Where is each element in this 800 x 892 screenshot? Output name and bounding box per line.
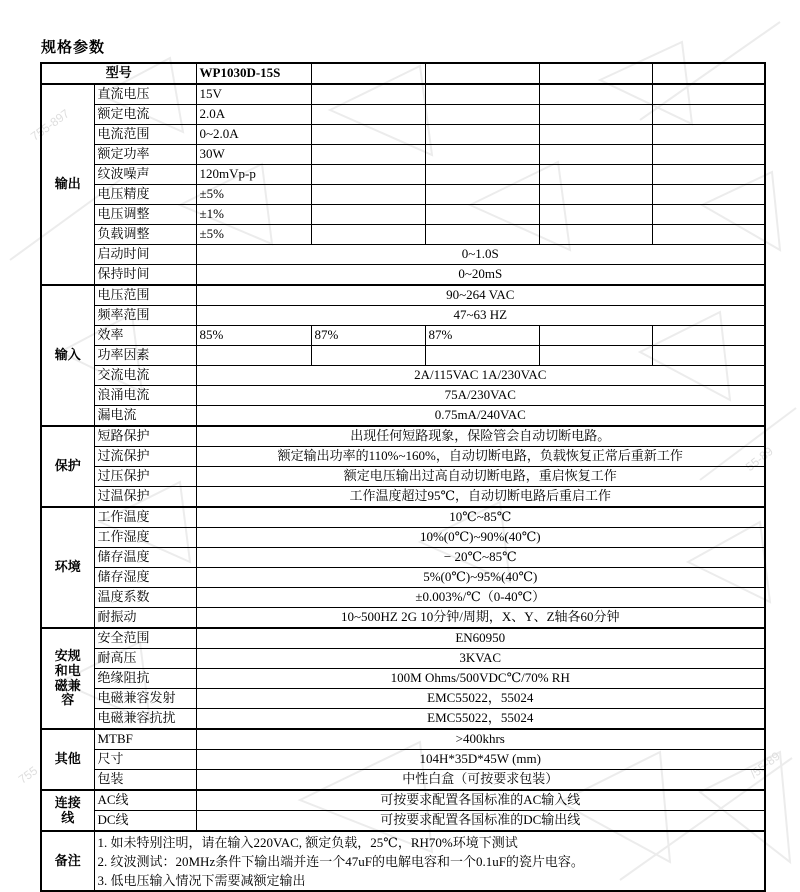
spec-row bbox=[41, 145, 765, 165]
category-label-line: 连接 bbox=[54, 794, 81, 810]
spec-value: 120mVp-p bbox=[196, 165, 311, 185]
spec-value bbox=[652, 165, 765, 185]
spec-label: 绝缘阻抗 bbox=[94, 669, 196, 689]
spec-row bbox=[41, 165, 765, 185]
spec-label: 电压调整 bbox=[94, 205, 196, 225]
spec-row bbox=[41, 225, 765, 245]
spec-value bbox=[652, 326, 765, 346]
spec-value: 90~264 VAC bbox=[196, 285, 765, 306]
category-cell bbox=[41, 831, 94, 891]
spec-value: 104H*35D*45W (mm) bbox=[196, 750, 765, 770]
spec-value: 出现任何短路现象，保险管会自动切断电路。 bbox=[196, 426, 765, 447]
spec-value: 10℃~85℃ bbox=[196, 507, 765, 528]
spec-value bbox=[425, 346, 539, 366]
spec-value: 87% bbox=[425, 326, 539, 346]
category-cell bbox=[41, 426, 94, 507]
category-label-line: 安规 bbox=[54, 647, 81, 663]
spec-value bbox=[539, 225, 652, 245]
spec-value bbox=[425, 84, 539, 105]
spec-label: MTBF bbox=[94, 729, 196, 750]
spec-value: 0~20mS bbox=[196, 265, 765, 286]
spec-label: 保持时间 bbox=[94, 265, 196, 286]
spec-value: 0~2.0A bbox=[196, 125, 311, 145]
spec-value bbox=[539, 326, 652, 346]
spec-value bbox=[539, 346, 652, 366]
spec-value bbox=[652, 225, 765, 245]
spec-row bbox=[41, 426, 765, 447]
spec-value: 额定输出功率的110%~160%，自动切断电路，负载恢复正常后重新工作 bbox=[196, 447, 765, 467]
spec-value bbox=[539, 84, 652, 105]
spec-label: 过压保护 bbox=[94, 467, 196, 487]
spec-value bbox=[652, 205, 765, 225]
spec-label: 效率 bbox=[94, 326, 196, 346]
model-empty-cell bbox=[425, 63, 539, 84]
spec-value: 额定电压输出过高自动切断电路，重启恢复工作 bbox=[196, 467, 765, 487]
spec-value bbox=[539, 185, 652, 205]
spec-value bbox=[311, 145, 425, 165]
spec-row bbox=[41, 588, 765, 608]
spec-row bbox=[41, 709, 765, 730]
spec-row bbox=[41, 750, 765, 770]
spec-value bbox=[425, 165, 539, 185]
spec-value bbox=[652, 125, 765, 145]
spec-value: 可按要求配置各国标准的AC输入线 bbox=[196, 790, 765, 811]
spec-value bbox=[652, 185, 765, 205]
spec-label: 工作温度 bbox=[94, 507, 196, 528]
spec-row bbox=[41, 689, 765, 709]
spec-row bbox=[41, 487, 765, 508]
spec-value: 10~500HZ 2G 10分钟/周期，X、Y、Z轴各60分钟 bbox=[196, 608, 765, 629]
category-label-line: 备注 bbox=[54, 852, 81, 868]
spec-value: 75A/230VAC bbox=[196, 386, 765, 406]
spec-row bbox=[41, 185, 765, 205]
spec-label: 包装 bbox=[94, 770, 196, 791]
spec-label: 电磁兼容发射 bbox=[94, 689, 196, 709]
category-cell bbox=[41, 84, 94, 285]
spec-value bbox=[311, 205, 425, 225]
spec-row bbox=[41, 649, 765, 669]
spec-row bbox=[41, 729, 765, 750]
spec-row bbox=[41, 770, 765, 791]
spec-label: 储存湿度 bbox=[94, 568, 196, 588]
spec-value: 2.0A bbox=[196, 105, 311, 125]
spec-value: 30W bbox=[196, 145, 311, 165]
spec-value bbox=[425, 125, 539, 145]
model-empty-cell bbox=[539, 63, 652, 84]
spec-value bbox=[425, 225, 539, 245]
spec-value: 0.75mA/240VAC bbox=[196, 406, 765, 427]
watermark-text: 755 bbox=[15, 763, 41, 787]
spec-label: 功率因素 bbox=[94, 346, 196, 366]
spec-label: 额定功率 bbox=[94, 145, 196, 165]
spec-value: ±5% bbox=[196, 185, 311, 205]
spec-label: 电流范围 bbox=[94, 125, 196, 145]
category-label-line: 其他 bbox=[54, 751, 81, 767]
spec-label: 频率范围 bbox=[94, 306, 196, 326]
spec-value bbox=[539, 145, 652, 165]
spec-row bbox=[41, 84, 765, 105]
spec-label: 电压精度 bbox=[94, 185, 196, 205]
spec-value bbox=[311, 84, 425, 105]
spec-value bbox=[539, 165, 652, 185]
spec-value bbox=[311, 185, 425, 205]
spec-row bbox=[41, 125, 765, 145]
spec-label: AC线 bbox=[94, 790, 196, 811]
category-cell bbox=[41, 507, 94, 628]
spec-label: 漏电流 bbox=[94, 406, 196, 427]
model-value: WP1030D-15S bbox=[196, 63, 311, 84]
spec-row bbox=[41, 507, 765, 528]
category-label-line: 容 bbox=[61, 692, 75, 708]
watermark-text: 55-89 bbox=[742, 444, 776, 474]
spec-row bbox=[41, 406, 765, 427]
spec-value bbox=[425, 105, 539, 125]
category-label-line: 保护 bbox=[54, 458, 81, 474]
spec-value: 87% bbox=[311, 326, 425, 346]
category-label-line: 输出 bbox=[54, 176, 81, 192]
spec-label: 工作湿度 bbox=[94, 528, 196, 548]
category-label-line: 和电 bbox=[54, 662, 81, 678]
spec-row bbox=[41, 467, 765, 487]
spec-label: 浪涌电流 bbox=[94, 386, 196, 406]
spec-value bbox=[425, 205, 539, 225]
spec-value bbox=[539, 125, 652, 145]
spec-value: ±0.003%/℃（0-40℃） bbox=[196, 588, 765, 608]
spec-value: − 20℃~85℃ bbox=[196, 548, 765, 568]
spec-label: 交流电流 bbox=[94, 366, 196, 386]
spec-label: 纹波噪声 bbox=[94, 165, 196, 185]
spec-value bbox=[425, 145, 539, 165]
spec-value: 47~63 HZ bbox=[196, 306, 765, 326]
spec-value: 可按要求配置各国标准的DC输出线 bbox=[196, 811, 765, 832]
model-label: 型号 bbox=[41, 63, 196, 84]
spec-value bbox=[311, 165, 425, 185]
spec-row bbox=[41, 326, 765, 346]
category-label-line: 环境 bbox=[54, 559, 81, 575]
spec-row bbox=[41, 669, 765, 689]
spec-value bbox=[652, 346, 765, 366]
spec-label: 启动时间 bbox=[94, 245, 196, 265]
spec-label: 负载调整 bbox=[94, 225, 196, 245]
category-cell bbox=[41, 285, 94, 426]
spec-label: 过流保护 bbox=[94, 447, 196, 467]
spec-row bbox=[41, 306, 765, 326]
spec-value: 工作温度超过95℃，自动切断电路后重启工作 bbox=[196, 487, 765, 508]
spec-value bbox=[311, 105, 425, 125]
spec-row bbox=[41, 366, 765, 386]
spec-value bbox=[311, 225, 425, 245]
spec-row bbox=[41, 105, 765, 125]
spec-value: EMC55022，55024 bbox=[196, 689, 765, 709]
spec-value bbox=[425, 185, 539, 205]
category-label-line: 线 bbox=[61, 809, 75, 825]
spec-value: 15V bbox=[196, 84, 311, 105]
spec-value bbox=[311, 125, 425, 145]
spec-value bbox=[652, 105, 765, 125]
spec-label: 额定电流 bbox=[94, 105, 196, 125]
spec-value: 中性白盒（可按要求包装） bbox=[196, 770, 765, 791]
spec-value: ±1% bbox=[196, 205, 311, 225]
category-cell bbox=[41, 729, 94, 790]
spec-value: EMC55022，55024 bbox=[196, 709, 765, 730]
spec-label: 电磁兼容抗扰 bbox=[94, 709, 196, 730]
spec-row bbox=[41, 811, 765, 832]
spec-row bbox=[41, 447, 765, 467]
spec-value bbox=[539, 205, 652, 225]
spec-value bbox=[196, 346, 311, 366]
spec-row bbox=[41, 346, 765, 366]
spec-label: 耐高压 bbox=[94, 649, 196, 669]
spec-table bbox=[40, 62, 766, 892]
model-header-row bbox=[41, 63, 765, 84]
spec-value bbox=[652, 84, 765, 105]
spec-label: 尺寸 bbox=[94, 750, 196, 770]
spec-value: 0~1.0S bbox=[196, 245, 765, 265]
spec-row bbox=[41, 285, 765, 306]
spec-value bbox=[539, 105, 652, 125]
note-line: 3. 低电压输入情况下需要减额定输出 bbox=[97, 872, 306, 888]
spec-label: DC线 bbox=[94, 811, 196, 832]
spec-value: >400khrs bbox=[196, 729, 765, 750]
spec-label: 温度系数 bbox=[94, 588, 196, 608]
spec-value: 100M Ohms/500VDC℃/70% RH bbox=[196, 669, 765, 689]
spec-row bbox=[41, 528, 765, 548]
spec-row bbox=[41, 245, 765, 265]
spec-row bbox=[41, 205, 765, 225]
watermark-text: 755-897 bbox=[28, 106, 72, 144]
watermark-text: /55-89 bbox=[747, 749, 783, 781]
page-title: 规格参数 bbox=[41, 40, 106, 56]
spec-value: ±5% bbox=[196, 225, 311, 245]
spec-label: 储存温度 bbox=[94, 548, 196, 568]
model-empty-cell bbox=[311, 63, 425, 84]
spec-value: 3KVAC bbox=[196, 649, 765, 669]
spec-label: 安全范围 bbox=[94, 628, 196, 649]
spec-value: 85% bbox=[196, 326, 311, 346]
spec-row bbox=[41, 386, 765, 406]
notes-row bbox=[41, 831, 765, 891]
spec-label: 过温保护 bbox=[94, 487, 196, 508]
note-line: 1. 如未特别注明，请在输入220VAC, 额定负载，25℃，RH70%环境下测试 bbox=[97, 834, 518, 850]
spec-row bbox=[41, 608, 765, 629]
spec-row bbox=[41, 790, 765, 811]
spec-value bbox=[311, 346, 425, 366]
spec-label: 电压范围 bbox=[94, 285, 196, 306]
spec-value: 10%(0℃)~90%(40℃) bbox=[196, 528, 765, 548]
notes-cell bbox=[94, 831, 765, 891]
spec-value bbox=[652, 145, 765, 165]
note-line: 2. 纹波测试：20MHz条件下输出端并连一个47uF的电解电容和一个0.1uF的瓷片电容。 bbox=[97, 853, 584, 869]
category-label-line: 磁兼 bbox=[54, 677, 81, 693]
spec-row bbox=[41, 265, 765, 286]
spec-row bbox=[41, 568, 765, 588]
spec-value: 2A/115VAC 1A/230VAC bbox=[196, 366, 765, 386]
spec-table-container bbox=[40, 62, 766, 892]
spec-label: 耐振动 bbox=[94, 608, 196, 629]
spec-label: 直流电压 bbox=[94, 84, 196, 105]
spec-value: 5%(0℃)~95%(40℃) bbox=[196, 568, 765, 588]
spec-label: 短路保护 bbox=[94, 426, 196, 447]
spec-row bbox=[41, 548, 765, 568]
category-cell bbox=[41, 790, 94, 831]
spec-row bbox=[41, 628, 765, 649]
model-empty-cell bbox=[652, 63, 765, 84]
category-label-line: 输入 bbox=[54, 347, 81, 363]
spec-value: EN60950 bbox=[196, 628, 765, 649]
category-cell bbox=[41, 628, 94, 729]
